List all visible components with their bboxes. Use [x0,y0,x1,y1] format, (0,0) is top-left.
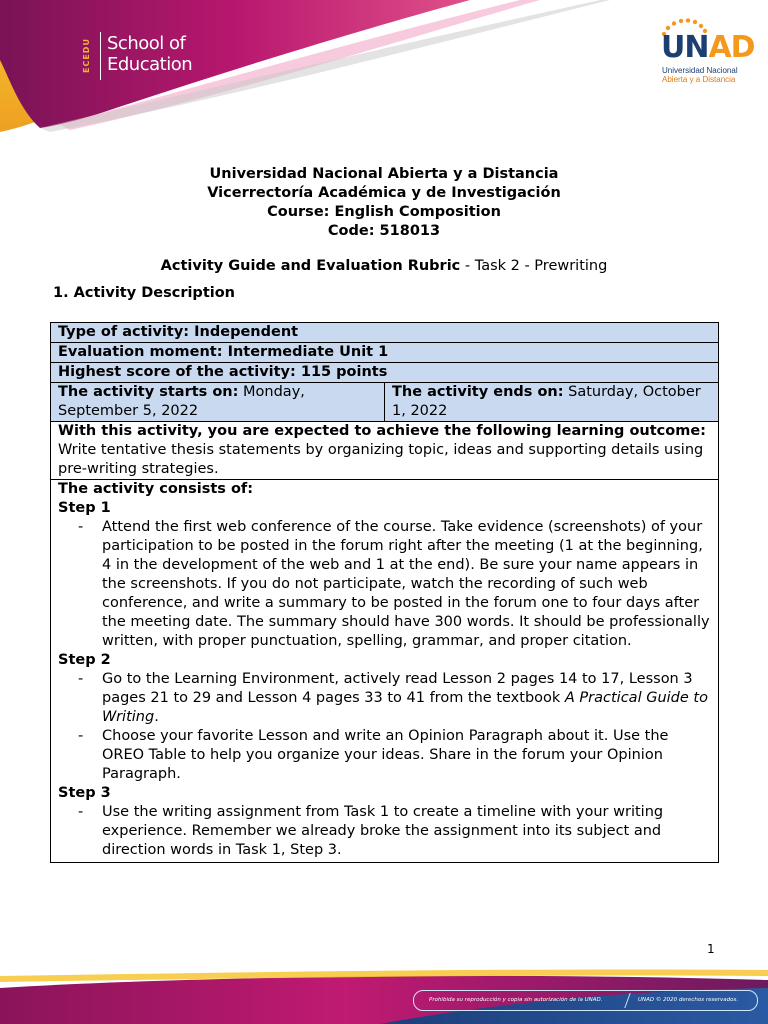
consists-label: The activity consists of: [58,481,254,497]
header-divider [100,32,101,80]
table-row [51,363,719,383]
unad-wordmark [661,30,755,65]
school-line-1: School of [107,33,186,54]
table-row [51,480,719,863]
list-item: - Choose your favorite Lesson and write an Opinion Paragraph about it. Use the OREO Table to help you organize your ideas. Share in the forum your Opinion Paragraph. [58,727,712,784]
end-date: Saturday, October 1, 2022 [392,384,701,419]
activity-end-cell [385,383,719,422]
list-item: - Attend the first web conference of the course. Take evidence (screenshots) of your participation to be posted in the forum right after the meeting (1 at the beginning, 4 in the development of the web and 1 at the end). Be sure your name appears in the screenshots. If you do not participate, watch the recording of such web conference, and write a summary to be posted in the forum one to four days after the meeting date. The summary should have 300 words. It should be professionally written, with proper punctuation, spelling, grammar, and proper citation. [58,518,712,651]
learning-outcome-cell [51,422,719,480]
step-3-label: Step 3 [58,785,111,801]
ecedu-label: ECEDU [82,38,91,74]
unad-subtitle-line-2: Abierta y a Distancia [662,75,736,84]
step-3-list [58,803,712,860]
step-2-list [58,670,712,784]
table-row [51,323,719,343]
title-vicerrectoria: Vicerrectoría Académica y de Investigación [207,185,561,201]
footer-separator [624,993,630,1008]
page-number: 1 [707,942,715,956]
school-of-education-logo [107,33,192,75]
step-2-item-1-end: . [154,709,159,725]
guide-title-task: - Task 2 - Prewriting [460,258,608,274]
unad-subtitle-line-1: Universidad Nacional [662,66,738,75]
activity-steps-cell [51,480,719,863]
unad-word-ad: AD [708,30,755,65]
table-row [51,343,719,363]
guide-title-bold: Activity Guide and Evaluation Rubric [160,258,461,274]
title-course: Course: English Composition [267,204,501,220]
learning-outcome-label: With this activity, you are expected to achieve the following learning outcome: [58,423,706,439]
unad-subtitle [662,66,738,84]
table-row [51,383,719,422]
start-date: Monday, September 5, 2022 [58,384,305,419]
document-title [0,165,768,241]
section-heading: 1. Activity Description [53,285,236,301]
step-2-label: Step 2 [58,652,111,668]
activity-description-table [50,322,719,863]
unad-word-un: UN [661,30,709,65]
reproduction-notice: Prohibida su reproducción y copia sin autorización de la UNAD. [429,997,603,1003]
title-university: Universidad Nacional Abierta y a Distancia [209,166,559,182]
activity-start-cell [51,383,385,422]
list-item [58,670,712,727]
start-label: The activity starts on: [58,384,239,400]
textbook-title: A Practical Guide to Writing [102,690,708,725]
evaluation-moment: Evaluation moment: Intermediate Unit 1 [51,343,719,363]
list-item: - Use the writing assignment from Task 1 to create a timeline with your writing experience. Remember we already broke the assignment into its subject and direction words in Task 1, Step 3. [58,803,712,860]
step-1-label: Step 1 [58,500,111,516]
learning-outcome-text: Write tentative thesis statements by organizing topic, ideas and supporting details using pre-writing strategies. [58,442,704,477]
type-of-activity: Type of activity: Independent [51,323,719,343]
school-line-2: Education [107,54,193,75]
copyright-notice: UNAD © 2020 derechos reservados. [638,997,739,1003]
end-label: The activity ends on: [392,384,564,400]
table-row [51,422,719,480]
title-code: Code: 518013 [327,223,441,239]
step-2-item-1-text: Go to the Learning Environment, actively read Lesson 2 pages 14 to 17, Lesson 3 pages 21 to 29 and Lesson 4 pages 33 to 41 from the textbook [102,671,693,706]
step-1-list [58,518,712,651]
highest-score: Highest score of the activity: 115 points [51,363,719,383]
guide-title [0,257,768,276]
footer-legal-notice [413,990,758,1011]
